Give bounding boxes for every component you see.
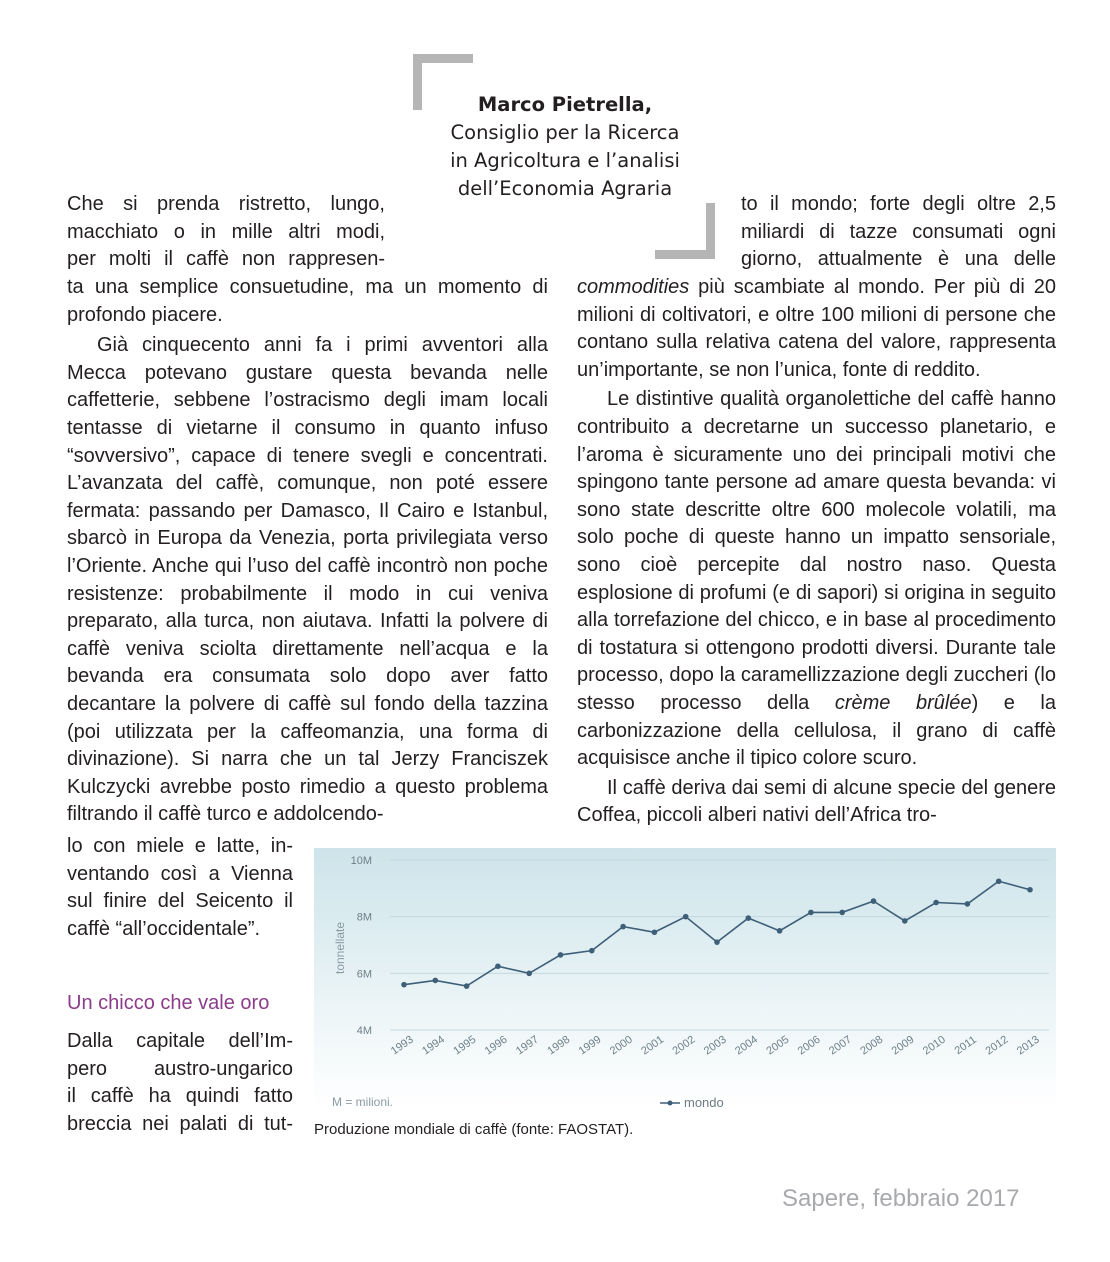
chart-note: M = milioni. (332, 1095, 394, 1108)
x-tick-label: 2011 (952, 1033, 979, 1058)
data-point (589, 948, 595, 954)
x-tick-label: 2000 (607, 1033, 635, 1058)
data-point (808, 910, 814, 916)
data-point (714, 939, 720, 945)
coffee-production-chart (314, 848, 1056, 1108)
x-tick-label: 2005 (764, 1033, 792, 1058)
data-point (965, 901, 971, 907)
chart-caption: Produzione mondiale di caffè (fonte: FAOSTAT). (314, 1121, 634, 1138)
x-tick-label: 2008 (858, 1033, 886, 1058)
right-line-3: giorno, attualmente è una delle (741, 248, 1056, 271)
y-tick-label: 4M (356, 1025, 372, 1037)
y-tick-label: 8M (356, 911, 372, 924)
empire-line-3: il caffè ha quindi fatto (67, 1085, 293, 1108)
y-axis-label: tonnellate (333, 921, 347, 975)
footer-issue: Sapere, febbraio 2017 (782, 1185, 1020, 1212)
x-tick-label: 2002 (670, 1033, 698, 1058)
x-tick-label: 1998 (545, 1033, 573, 1058)
x-tick-label: 1993 (388, 1033, 416, 1058)
x-tick-label: 2013 (1014, 1033, 1042, 1058)
chart-background (314, 848, 1056, 1108)
legend-label: mondo (684, 1095, 724, 1108)
data-point (526, 971, 532, 977)
data-point (652, 929, 658, 935)
section-title: Un chicco che vale oro (67, 992, 270, 1014)
x-tick-label: 2001 (639, 1033, 667, 1058)
right-line-2: miliardi di tazze consumati ogni (741, 220, 1056, 243)
y-tick-label: 10M (350, 855, 372, 867)
data-point (464, 983, 470, 989)
creme-brulee-italic: crème brûlée (834, 691, 972, 714)
intro-line-2: macchiato o in mille altri modi, (67, 220, 385, 243)
author-affiliation-1: Consiglio per la Ricerca (450, 121, 680, 144)
empire-line-2: pero austro-ungarico (67, 1057, 293, 1080)
commodities-text: più scambiate al mondo. Per più di 20 milioni di coltivatori, e oltre 100 milioni di persone che contano sulla relativa catena del valore, rappresenta un’importante, se non l’unica, fonte di reddito. (577, 276, 1056, 381)
paragraph-aroma (577, 386, 1056, 772)
data-point (1027, 887, 1033, 893)
paragraph-empire (67, 1028, 293, 1138)
data-point (683, 914, 689, 920)
aroma-text-b: ) e la carbonizzazione della cellulosa, il grano di caffè acquisisce anche il tipico colore scuro. (577, 691, 1056, 770)
data-point (777, 928, 783, 934)
author-name: Marco Pietrella, (477, 93, 653, 116)
legend-marker (668, 1101, 673, 1106)
data-point (433, 978, 439, 984)
data-point (839, 910, 845, 916)
left-column (67, 274, 548, 829)
data-point (401, 982, 407, 988)
x-tick-label: 2010 (920, 1033, 948, 1058)
paragraph-commodities (577, 274, 1056, 384)
right-column (577, 274, 1056, 830)
data-point (871, 898, 877, 904)
chart-svg (314, 848, 1056, 1108)
data-point (495, 963, 501, 969)
x-tick-label: 2003 (701, 1033, 729, 1058)
x-tick-label: 1995 (451, 1033, 479, 1058)
x-tick-label: 1999 (576, 1033, 604, 1058)
history-tail (67, 833, 293, 943)
x-tick-label: 2004 (733, 1033, 761, 1058)
right-intro-narrow (741, 191, 1056, 274)
data-point (996, 878, 1002, 884)
data-point (558, 952, 564, 958)
x-tick-label: 1996 (482, 1033, 510, 1058)
history-tail-2: ventando così a Vienna (67, 862, 293, 885)
x-tick-label: 1994 (420, 1033, 448, 1058)
data-point (933, 900, 939, 906)
history-tail-1: lo con miele e latte, in- (67, 835, 293, 857)
x-tick-label: 2009 (889, 1033, 917, 1058)
paragraph-origin: Il caffè deriva dai semi di alcune specie del genere Coffea, piccoli alberi nativi dell’Africa tro- (577, 776, 1056, 827)
commodities-italic: commodities (577, 276, 690, 298)
x-tick-label: 2007 (827, 1033, 854, 1058)
y-tick-label: 6M (356, 968, 372, 981)
author-affiliation-2: in Agricoltura e l’analisi (450, 149, 680, 172)
intro-line-3: per molti il caffè non rappresen- (67, 248, 385, 271)
x-tick-label: 1997 (514, 1033, 541, 1058)
data-point (902, 918, 908, 924)
empire-line-4: breccia nei palati di tut- (67, 1112, 293, 1135)
data-point (620, 924, 626, 930)
history-tail-3: sul finire del Seicento il (67, 890, 293, 913)
author-block (420, 91, 710, 203)
x-tick-label: 2006 (795, 1033, 823, 1058)
history-tail-4: caffè “all’occidentale”. (67, 917, 261, 940)
empire-line-1: Dalla capitale dell’Im- (67, 1030, 293, 1052)
intro-narrow (67, 191, 385, 274)
intro-paragraph-end: ta una semplice consuetudine, ma un momento di profondo piacere. (67, 276, 548, 326)
x-tick-label: 2012 (983, 1033, 1011, 1058)
bracket-bottom-right (655, 203, 715, 259)
right-line-1: to il mondo; forte degli oltre 2,5 (741, 193, 1056, 215)
data-point (746, 915, 752, 921)
intro-line-1: Che si prenda ristretto, lungo, (67, 193, 385, 215)
paragraph-history: Già cinquecento anni fa i primi avventori alla Mecca potevano gustare questa bevanda nelle caffetterie, sebbene l’ostracismo degli imam locali tentasse di vietarne il consumo in quanto infuso “sovversivo”, capace di tenere svegli e concentrati. L’avanzata del caffè, comunque, non poté essere fermata: passando per Damasco, Il Cairo e Istanbul, sbarcò in Europa da Venezia, porta privilegiata verso l’Oriente. Anche qui l’uso del caffè incontrò non poche resistenze: probabilmente il modo in cui veniva preparato, alla turca, non aiutava. Infatti la polvere di caffè veniva sciolta direttamente nell’acqua e la bevanda era consumata solo dopo aver fatto decantare la polvere di caffè sul fondo della tazzina (poi utilizzata per la caffeomanzia, una forma di divinazione). Si narra che un tal Jerzy Franciszek Kulczycki avrebbe posto rimedio a questo problema filtrando il caffè turco e addolcendo- (67, 334, 548, 826)
aroma-text-a: Le distintive qualità organolettiche del caffè hanno contribuito a decretarne un successo planetario, e l’aroma è sicuramente uno dei principali motivi che spingono tante persone ad amare questa bevanda: vi sono state descritte oltre 600 molecole volatili, ma solo poche di queste hanno un impatto sensoriale, sono cioè percepite dal nostro naso. Questa esplosione di profumi (e di sapori) si origina in seguito alla torrefazione del chicco, e in base al procedimento di tostatura si ottengono prodotti diversi. Durante tale processo, dopo la caramellizzazione degli zuccheri (lo stesso processo della (577, 388, 1056, 714)
author-affiliation-3: dell’Economia Agraria (457, 177, 673, 200)
